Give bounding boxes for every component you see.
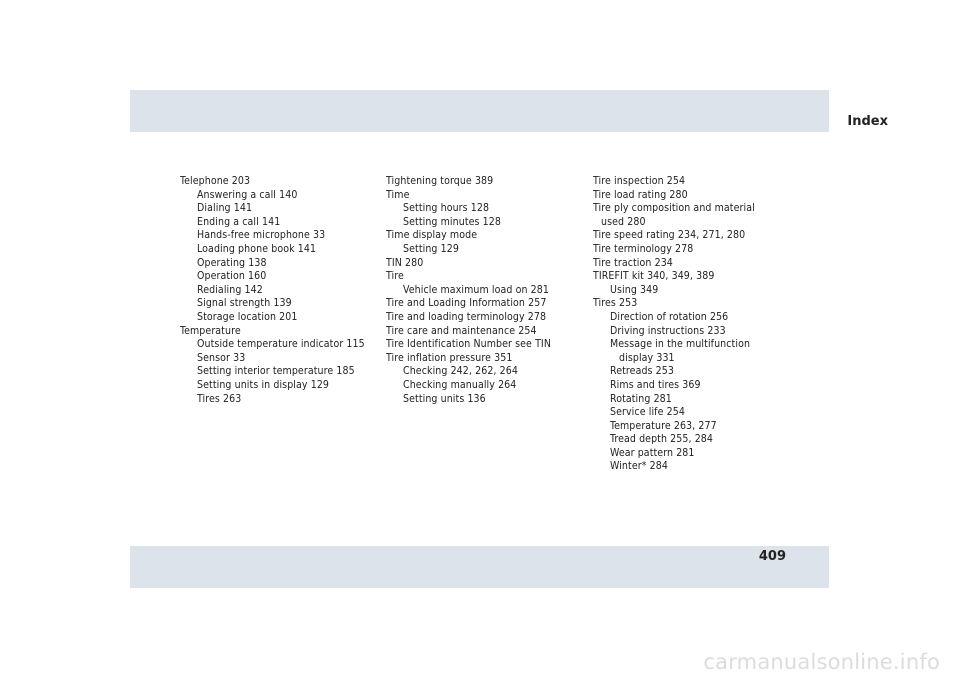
footer-band (130, 546, 829, 588)
index-entry: Setting units in display 129 (197, 378, 330, 391)
index-entry: Driving instructions 233 (610, 324, 726, 337)
page-title: Index (847, 114, 888, 129)
index-entry: Ending a call 141 (197, 215, 281, 228)
index-entry: Tire traction 234 (593, 256, 673, 269)
index-entry: Wear pattern 281 (610, 446, 695, 459)
index-entry: Tire care and maintenance 254 (386, 324, 537, 337)
index-entry: Operating 138 (197, 256, 267, 269)
index-entry: Tire speed rating 234, 271, 280 (593, 229, 746, 242)
index-entry: Tire ply composition and material (593, 202, 755, 215)
index-column-3 (593, 175, 783, 474)
index-entry: Setting units 136 (403, 392, 486, 405)
index-entry: Redialing 142 (197, 283, 263, 296)
index-column-2 (386, 175, 576, 406)
index-entry: Tire and loading terminology 278 (386, 310, 547, 323)
index-entry: Winter* 284 (610, 460, 668, 473)
index-entry: Vehicle maximum load on 281 (403, 283, 549, 296)
index-entry: Answering a call 140 (197, 188, 298, 201)
index-entry: Checking 242, 262, 264 (403, 365, 518, 378)
index-entry: Direction of rotation 256 (610, 310, 729, 323)
index-entry: Tightening torque 389 (386, 175, 494, 187)
index-entry: Rims and tires 369 (610, 378, 701, 391)
index-entry: Checking manually 264 (403, 378, 517, 391)
index-entry: Sensor 33 (197, 351, 246, 364)
index-entry: Tire terminology 278 (593, 242, 694, 255)
index-entry: Setting hours 128 (403, 202, 490, 215)
index-entry: Time (386, 188, 410, 201)
index-entry: Tire Identification Number see TIN (386, 338, 551, 351)
index-entry: TIN 280 (386, 256, 424, 269)
index-column-1 (180, 175, 370, 406)
index-entry: Loading phone book 141 (197, 242, 317, 255)
index-entry: Tires 253 (593, 297, 638, 310)
index-entry: Tire load rating 280 (593, 188, 688, 201)
index-entry: Hands-free microphone 33 (197, 229, 326, 242)
index-entry: Using 349 (610, 283, 659, 296)
index-entry: Tire (386, 270, 404, 283)
index-entry: TIREFIT kit 340, 349, 389 (593, 270, 715, 283)
index-entry: Service life 254 (610, 406, 685, 419)
index-entry: Telephone 203 (180, 175, 251, 187)
index-entry: Storage location 201 (197, 310, 298, 323)
index-entry: Tires 263 (197, 392, 242, 405)
index-entry: Setting interior temperature 185 (197, 365, 355, 378)
index-entry: Time display mode (386, 229, 478, 242)
index-entry: Operation 160 (197, 270, 267, 283)
index-entry: Outside temperature indicator 115 (197, 338, 365, 351)
index-entry: Rotating 281 (610, 392, 672, 405)
index-entry: Signal strength 139 (197, 297, 292, 310)
index-entry: Temperature 263, 277 (610, 419, 717, 432)
index-entry: used 280 (601, 215, 646, 228)
index-entry: Tire inspection 254 (593, 175, 686, 187)
index-entry: Tire inflation pressure 351 (386, 351, 513, 364)
index-entry: Message in the multifunction (610, 338, 751, 351)
page-number: 409 (758, 549, 786, 564)
index-entry: display 331 (619, 351, 675, 364)
index-entry: Retreads 253 (610, 365, 675, 378)
index-entry: Setting 129 (403, 242, 459, 255)
index-entry: Tread depth 255, 284 (610, 433, 714, 446)
index-entry: Temperature (180, 324, 241, 337)
index-entry: Dialing 141 (197, 202, 253, 215)
index-entry: Tire and Loading Information 257 (386, 297, 547, 310)
header-band (130, 90, 829, 132)
watermark: carmanualsonline.info (703, 650, 940, 674)
index-entry: Setting minutes 128 (403, 215, 501, 228)
